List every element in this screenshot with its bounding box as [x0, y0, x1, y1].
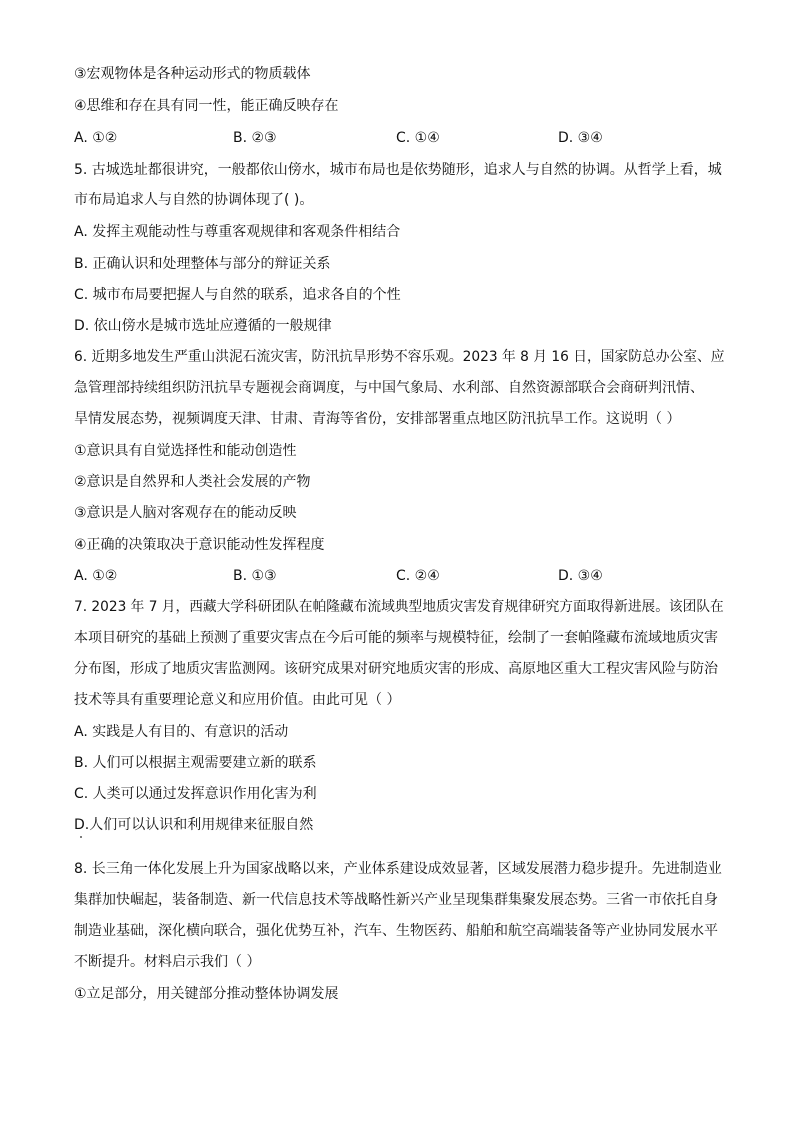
- q5-option-c: C. 城市布局要把握人与自然的联系，追求各自的个性: [74, 287, 401, 303]
- q6-stem-line-3: 旱情发展态势，视频调度天津、甘肃、青海等省份，安排部署重点地区防汛抗旱工作。这说明（ ）: [74, 411, 681, 427]
- q7-option-b: B. 人们可以根据主观需要建立新的联系: [74, 755, 317, 771]
- q6-stem-line-1: 6. 近期多地发生严重山洪泥石流灾害，防汛抗旱形势不容乐观。2023 年 8 月 16 日，国家防总办公室、应: [74, 349, 725, 365]
- q8-stem-line-3: 制造业基础，深化横向联合，强化优势互补，汽车、生物医药、船舶和航空高端装备等产业协同发展水平: [74, 923, 718, 939]
- q7-option-d: D.人们可以认识和利用规律来征服自然: [74, 817, 314, 833]
- q4-option-b: B. ②③: [233, 130, 277, 146]
- q5-stem-line-2: 市布局追求人与自然的协调体现了( )。: [74, 192, 314, 208]
- q8-stem-line-1: 8. 长三角一体化发展上升为国家战略以来，产业体系建设成效显著，区域发展潜力稳步提升。先进制造业: [74, 861, 722, 877]
- stray-mark: [80, 836, 82, 838]
- q6-stem-line-2: 急管理部持续组织防汛抗旱专题视会商调度，与中国气象局、水利部、自然资源部联合会商研判汛情、: [74, 380, 704, 396]
- q4-statement-3: ③宏观物体是各种运动形式的物质载体: [74, 66, 311, 82]
- q6-option-d: D. ③④: [558, 568, 603, 584]
- q6-statement-2: ②意识是自然界和人类社会发展的产物: [74, 474, 311, 490]
- q5-option-d: D. 依山傍水是城市选址应遵循的一般规律: [74, 318, 332, 334]
- q4-option-a: A. ①②: [74, 130, 118, 146]
- q7-stem-line-1: 7. 2023 年 7 月，西藏大学科研团队在帕隆藏布流域典型地质灾害发育规律研究方面取得新进展。该团队在: [74, 599, 724, 615]
- q4-option-c: C. ①④: [396, 130, 440, 146]
- q5-option-b: B. 正确认识和处理整体与部分的辩证关系: [74, 256, 331, 272]
- q7-option-a: A. 实践是人有目的、有意识的活动: [74, 724, 289, 740]
- q6-statement-4: ④正确的决策取决于意识能动性发挥程度: [74, 537, 325, 553]
- q5-option-a: A. 发挥主观能动性与尊重客观规律和客观条件相结合: [74, 224, 401, 240]
- q4-option-d: D. ③④: [558, 130, 603, 146]
- q5-stem-line-1: 5. 古城选址都很讲究，一般都依山傍水，城市布局也是依势随形，追求人与自然的协调。从哲学上看，城: [74, 162, 722, 178]
- q6-statement-3: ③意识是人脑对客观存在的能动反映: [74, 505, 297, 521]
- q4-statement-4: ④思维和存在具有同一性，能正确反映存在: [74, 98, 339, 114]
- q7-stem-line-4: 技术等具有重要理论意义和应用价值。由此可见（ ）: [74, 692, 401, 708]
- q8-stem-line-4: 不断提升。材料启示我们（ ）: [74, 954, 261, 970]
- q6-option-c: C. ②④: [396, 568, 440, 584]
- q7-stem-line-2: 本项目研究的基础上预测了重要灾害点在今后可能的频率与规模特征，绘制了一套帕隆藏布流域地质灾害: [74, 630, 718, 646]
- q7-stem-line-3: 分布图，形成了地质灾害监测网。该研究成果对研究地质灾害的形成、高原地区重大工程灾害风险与防治: [74, 661, 718, 677]
- q8-stem-line-2: 集群加快崛起，装备制造、新一代信息技术等战略性新兴产业呈现集群集聚发展态势。三省一市依托自身: [74, 892, 718, 908]
- q6-statement-1: ①意识具有自觉选择性和能动创造性: [74, 443, 297, 459]
- q8-statement-1: ①立足部分，用关键部分推动整体协调发展: [74, 986, 339, 1002]
- q7-option-c: C. 人类可以通过发挥意识作用化害为利: [74, 786, 317, 802]
- q6-option-a: A. ①②: [74, 568, 118, 584]
- q6-option-b: B. ①③: [233, 568, 277, 584]
